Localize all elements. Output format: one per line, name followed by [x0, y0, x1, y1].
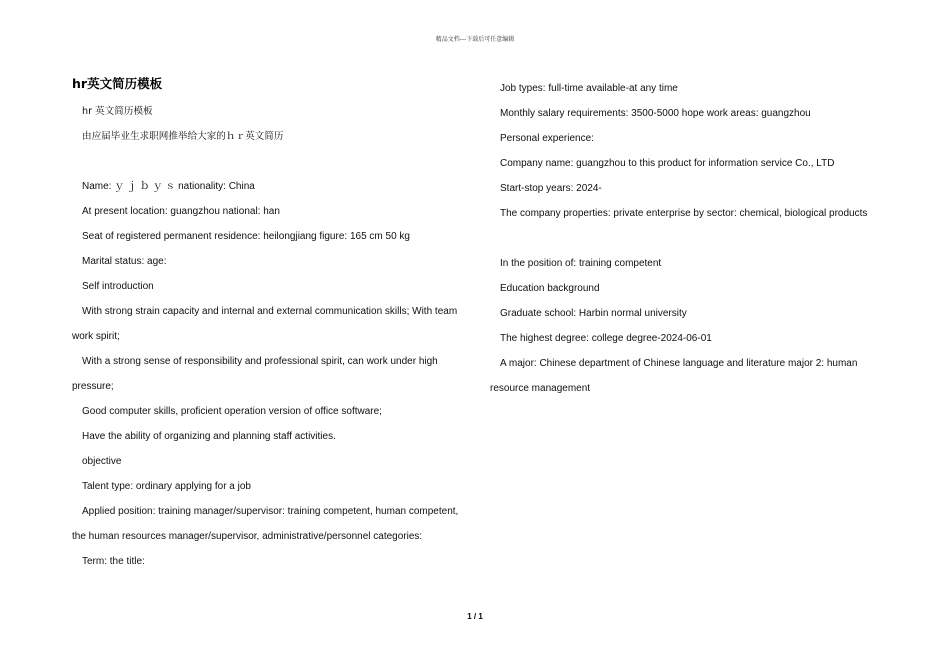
paragraph: The company properties: private enterprise by sector: chemical, biological products: [500, 208, 868, 219]
page-header-note: 精品文档---下载后可任意编辑: [435, 36, 515, 43]
paragraph: Applied position: training manager/supervisor: training competent, human competent, the human resources manager/supervisor, administrative/personnel categories:: [72, 506, 459, 542]
paragraph: Company name: guangzhou to this product for information service Co., LTD: [500, 158, 835, 169]
paragraph: The highest degree: college degree-2024-06-01: [500, 333, 712, 344]
paragraph: 由应届毕业生求职网推举给大家的ｈｒ英文简历: [82, 131, 284, 142]
paragraph: Talent type: ordinary applying for a job: [82, 481, 251, 492]
page-number: 1 / 1: [467, 612, 483, 621]
paragraph: Start-stop years: 2024-: [500, 183, 602, 194]
paragraph: Good computer skills, proficient operation version of office software;: [82, 406, 382, 417]
paragraph: Self introduction: [82, 281, 154, 292]
paragraph: At present location: guangzhou national: han: [82, 206, 280, 217]
paragraph: Have the ability of organizing and planning staff activities.: [82, 431, 336, 442]
paragraph: Graduate school: Harbin normal university: [500, 308, 687, 319]
paragraph: A major: Chinese department of Chinese language and literature major 2: human resource management: [490, 358, 858, 394]
paragraph: In the position of: training competent: [500, 258, 662, 269]
paragraph: Name: ｙ ｊ ｂ ｙ ｓ nationality: China: [82, 181, 255, 192]
right-column: [490, 76, 890, 401]
paragraph: Monthly salary requirements: 3500-5000 hope work areas: guangzhou: [500, 108, 811, 119]
paragraph: Education background: [500, 283, 600, 294]
blank-line: [72, 149, 460, 174]
paragraph: Personal experience:: [500, 133, 594, 144]
paragraph: objective: [82, 456, 122, 467]
paragraph: With strong strain capacity and internal and external communication skills; With team work spirit;: [72, 306, 458, 342]
paragraph: hr 英文简历模板: [82, 106, 153, 117]
paragraph: Job types: full-time available-at any time: [500, 83, 678, 94]
paragraph: Marital status: age:: [82, 256, 167, 267]
paragraph: Seat of registered permanent residence: heilongjiang figure: 165 cm 50 kg: [82, 231, 410, 242]
paragraph: Term: the title:: [82, 556, 145, 567]
left-column: [72, 76, 460, 574]
blank-line: [490, 226, 890, 251]
paragraph: With a strong sense of responsibility and professional spirit, can work under high pressure;: [72, 356, 438, 392]
document-title: hr英文简历模板: [72, 76, 163, 91]
